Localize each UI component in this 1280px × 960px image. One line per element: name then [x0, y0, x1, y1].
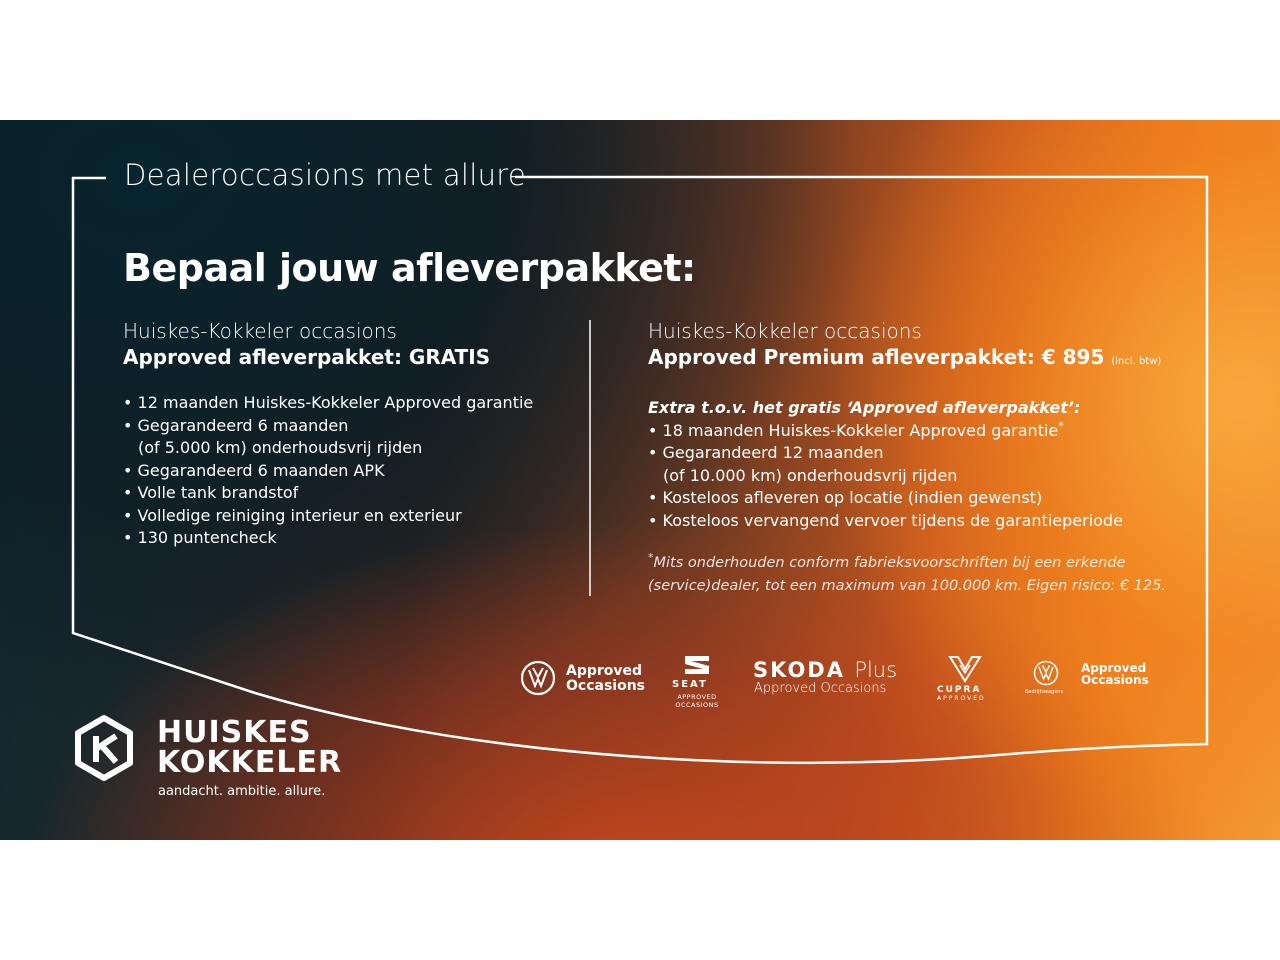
cupra-icon [948, 655, 982, 683]
company-slogan: aandacht. ambitie. allure. [158, 784, 326, 799]
list-item: • 18 maanden Huiskes-Kokkeler Approved garantie* [648, 419, 1064, 440]
list-item: • Gegarandeerd 12 maanden [648, 443, 884, 462]
list-item: • 130 puntencheck [123, 528, 277, 547]
promo-banner: Dealeroccasions met allure Bepaal jouw afleverpakket: Huiskes-Kokkeler occasions Approved afleverpakket: GRATIS • 12 maanden Huiskes-Kokkeler Approved garantie • Gegarandeerd 6 maanden (of 5.000 km) onderhoudsvrij rijden • Gegarandeerd 6 maanden APK • Volle tank brandstof • Volledige reiniging interieur en exterieur • 130 puntencheck Huiskes-Kokkeler occasions Approved Premium afleverpakket: € 895 (incl. btw) Extra t.o.v. het gratis ‘Approved afleverpakket’: • 18 maanden Huiskes-Kokkeler Approved garantie* • Gegarandeerd 12 maanden (of 10.000 km) onderhoudsvrij rijden • Kosteloos afleveren op locatie (indien gewenst) • Kosteloos vervangend vervoer tijdens de garantieperiode *Mits onderhouden conform fabrieksvoorschriften bij een erkende (service)dealer, tot een maximum van 100.000 km. Eigen risico: € 125. Approved Occasions SEAT APPROVED OCCASIONS SKODA Plus Approved Occasions CUPRA APPROVED Bedrijfswagens Approved Occasions HUISKES KOKKELER aandacht. ambitie. allure. [0, 120, 1280, 840]
free-package-list [123, 392, 573, 550]
list-item: • Kosteloos vervangend vervoer tijdens de garantieperiode [648, 510, 1123, 530]
list-item: • Volledige reiniging interieur en exterieur [123, 505, 462, 525]
tagline: Dealeroccasions met allure [124, 158, 527, 192]
premium-package [648, 318, 1208, 597]
asterisk: * [1058, 419, 1064, 433]
premium-package-list [648, 420, 1208, 533]
premium-package-title: Approved Premium afleverpakket: € 895 (incl. btw) [648, 345, 1162, 369]
price-note: (incl. btw) [1111, 356, 1162, 367]
headline: Bepaal jouw afleverpakket: [123, 246, 696, 290]
list-item: • Gegarandeerd 6 maanden APK [123, 460, 385, 480]
vw-icon [520, 660, 556, 696]
free-package-title: Approved afleverpakket: GRATIS [123, 345, 491, 369]
premium-package-subtitle: Huiskes-Kokkeler occasions [648, 319, 922, 343]
footnote: *Mits onderhouden conform fabrieksvoorschriften bij een erkende (service)dealer, tot een maximum van 100.000 km. Eigen risico: € 125. [648, 551, 1166, 594]
list-item: • Gegarandeerd 6 maanden [123, 415, 349, 435]
vw-icon [1033, 660, 1059, 686]
list-item: • 12 maanden Huiskes-Kokkeler Approved garantie [123, 393, 534, 412]
seat-icon [683, 652, 711, 678]
free-package-subtitle: Huiskes-Kokkeler occasions [123, 319, 397, 343]
huiskes-kokkeler-emblem-icon [72, 714, 136, 784]
free-package [123, 318, 573, 550]
list-item: • Volle tank brandstof [123, 483, 299, 502]
extra-label: Extra t.o.v. het gratis ‘Approved afleverpakket’: [648, 398, 1081, 417]
list-item: • Kosteloos afleveren op locatie (indien gewenst) [648, 488, 1043, 507]
list-item: (of 5.000 km) onderhoudsvrij rijden [138, 438, 423, 457]
column-divider [589, 320, 591, 596]
list-item: (of 10.000 km) onderhoudsvrij rijden [663, 465, 958, 485]
company-name: HUISKES KOKKELER [157, 715, 343, 780]
